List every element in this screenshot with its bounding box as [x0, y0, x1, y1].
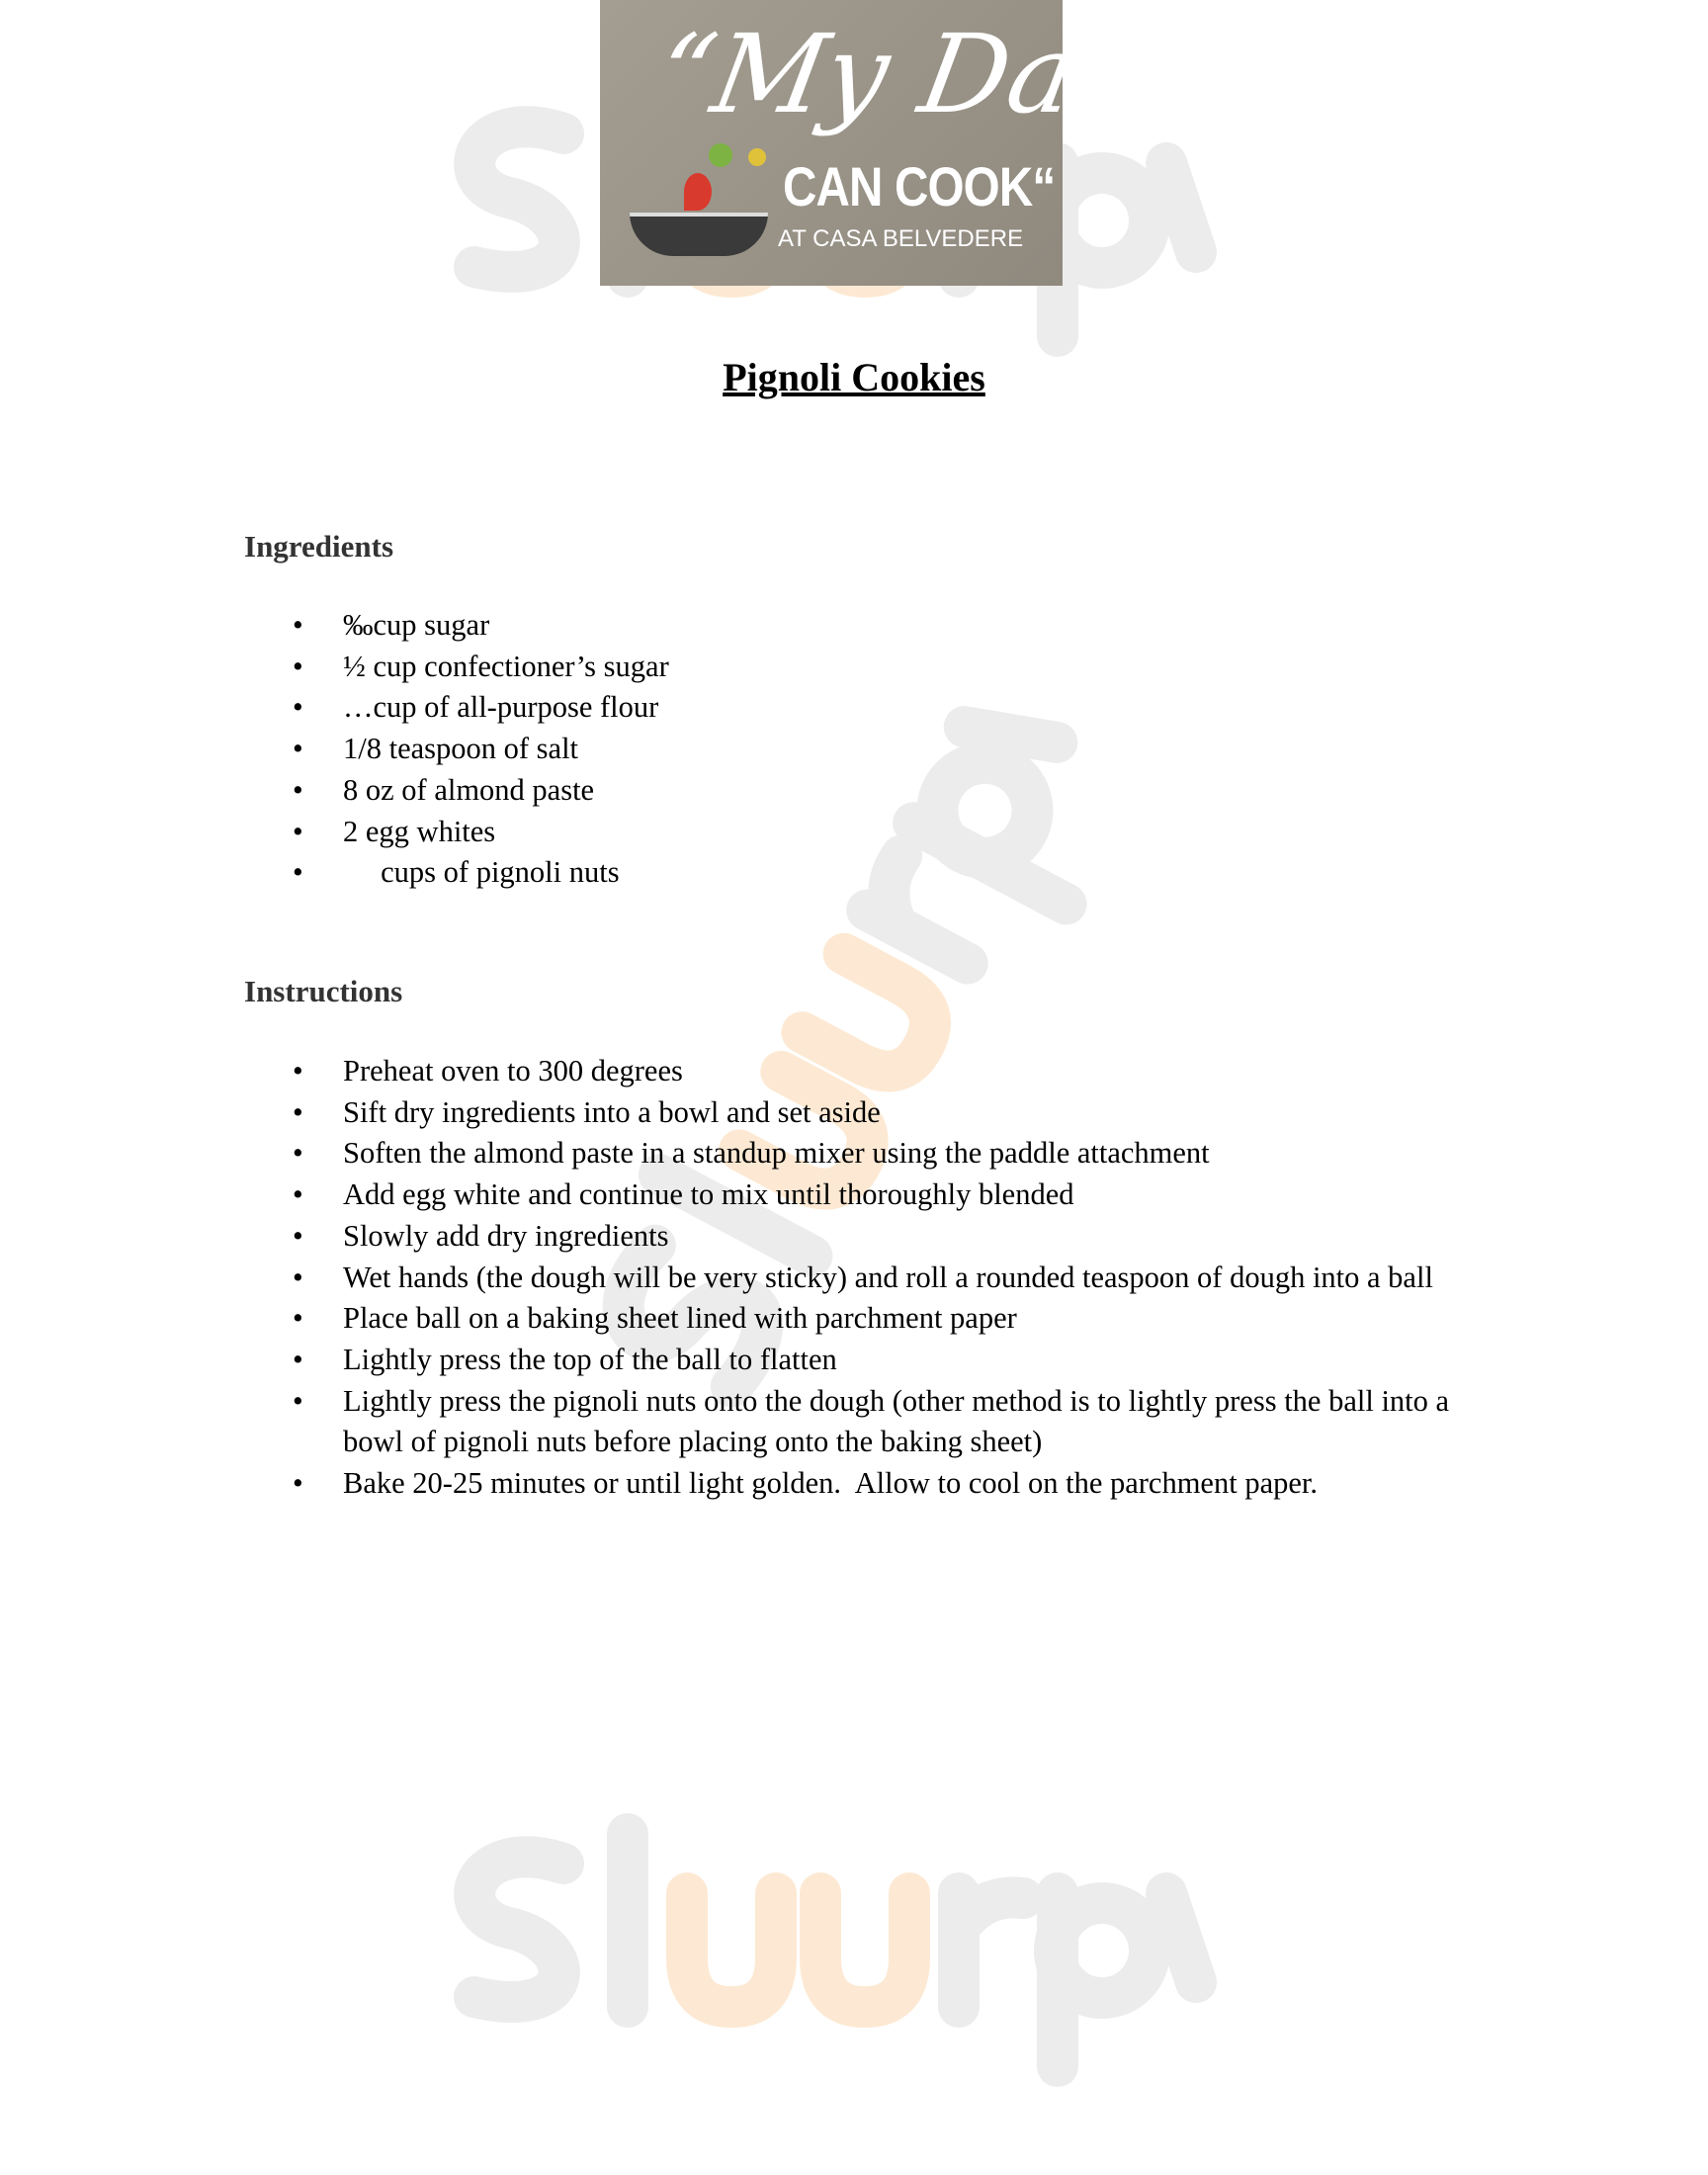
pepper-icon [684, 173, 712, 211]
bullet-icon: • [293, 1260, 303, 1294]
corn-icon [748, 148, 766, 166]
list-item-text: cups of pignoli nuts [343, 855, 620, 890]
list-item [0, 1381, 1483, 1463]
list-item [0, 1298, 1483, 1340]
bullet-icon: • [293, 1177, 303, 1212]
list-item [0, 605, 1483, 647]
broccoli-icon [709, 143, 732, 167]
list-item-text: Lightly press the top of the ball to flatten [343, 1342, 837, 1376]
list-item-text: Sift dry ingredients into a bowl and set aside [343, 1094, 881, 1129]
ingredients-list [0, 605, 1483, 894]
bullet-icon: • [293, 855, 303, 890]
list-item-text: ½ cup confectioner’s sugar [343, 649, 669, 683]
bullet-icon: • [293, 1301, 303, 1336]
instructions-list [0, 1051, 1483, 1505]
list-item [0, 852, 1483, 894]
list-item-text: 8 oz of almond paste [343, 772, 595, 807]
bullet-icon: • [293, 690, 303, 725]
list-item-text: Bake 20-25 minutes or until light golden. Allow to cool on the parchment paper. [343, 1466, 1318, 1501]
list-item-text: 2 egg whites [343, 814, 496, 848]
list-item-text: …cup of all-purpose flour [343, 690, 659, 725]
bullet-icon: • [293, 1218, 303, 1253]
list-item-text: Place ball on a baking sheet lined with parchment paper [343, 1301, 1017, 1336]
ingredients-heading: Ingredients [244, 529, 394, 564]
list-item [0, 1133, 1483, 1174]
list-item [0, 1092, 1483, 1134]
list-item [0, 729, 1483, 770]
list-item [0, 687, 1483, 729]
list-item [0, 647, 1483, 688]
list-item-text: Preheat oven to 300 degrees [343, 1054, 683, 1088]
bullet-icon: • [293, 1466, 303, 1501]
logo-line-2: CAN COOK“ [783, 155, 1056, 218]
list-item [0, 1258, 1483, 1299]
page-title: Pignoli Cookies [723, 355, 985, 399]
list-item [0, 1216, 1483, 1258]
list-item [0, 1340, 1483, 1381]
list-item [0, 1463, 1483, 1505]
list-item [0, 1051, 1483, 1092]
bullet-icon: • [293, 649, 303, 683]
watermark [415, 1809, 1226, 2086]
list-item [0, 812, 1483, 853]
list-item-text: Add egg white and continue to mix until thoroughly blended [343, 1177, 1074, 1212]
bullet-icon: • [293, 608, 303, 642]
list-item-text: Slowly add dry ingredients [343, 1218, 669, 1253]
bullet-icon: • [293, 1342, 303, 1376]
bullet-icon: • [293, 1094, 303, 1129]
list-item-text: Lightly press the pignoli nuts onto the dough (other method is to lightly press the ball into a bowl of pignoli nuts before placing onto the baking sheet) [343, 1383, 1457, 1459]
list-item-text: Soften the almond paste in a standup mixer using the paddle attachment [343, 1136, 1210, 1171]
bullet-icon: • [293, 1136, 303, 1171]
bullet-icon: • [293, 1383, 303, 1418]
list-item-text: 1/8 teaspoon of salt [343, 732, 579, 766]
bullet-icon: • [293, 772, 303, 807]
logo-line-3: AT CASA BELVEDERE [778, 225, 1024, 252]
brand-logo [600, 0, 1155, 286]
list-item-text: Wet hands (the dough will be very sticky) and roll a rounded teaspoon of dough into a ball [343, 1260, 1433, 1294]
bullet-icon: • [293, 1054, 303, 1088]
instructions-heading: Instructions [244, 974, 403, 1008]
logo-line-1: “My Dad [647, 11, 1155, 137]
list-item [0, 1174, 1483, 1216]
frying-pan-icon [630, 213, 768, 256]
bullet-icon: • [293, 814, 303, 848]
list-item-text: ‰cup sugar [343, 608, 490, 642]
list-item [0, 770, 1483, 812]
bullet-icon: • [293, 732, 303, 766]
